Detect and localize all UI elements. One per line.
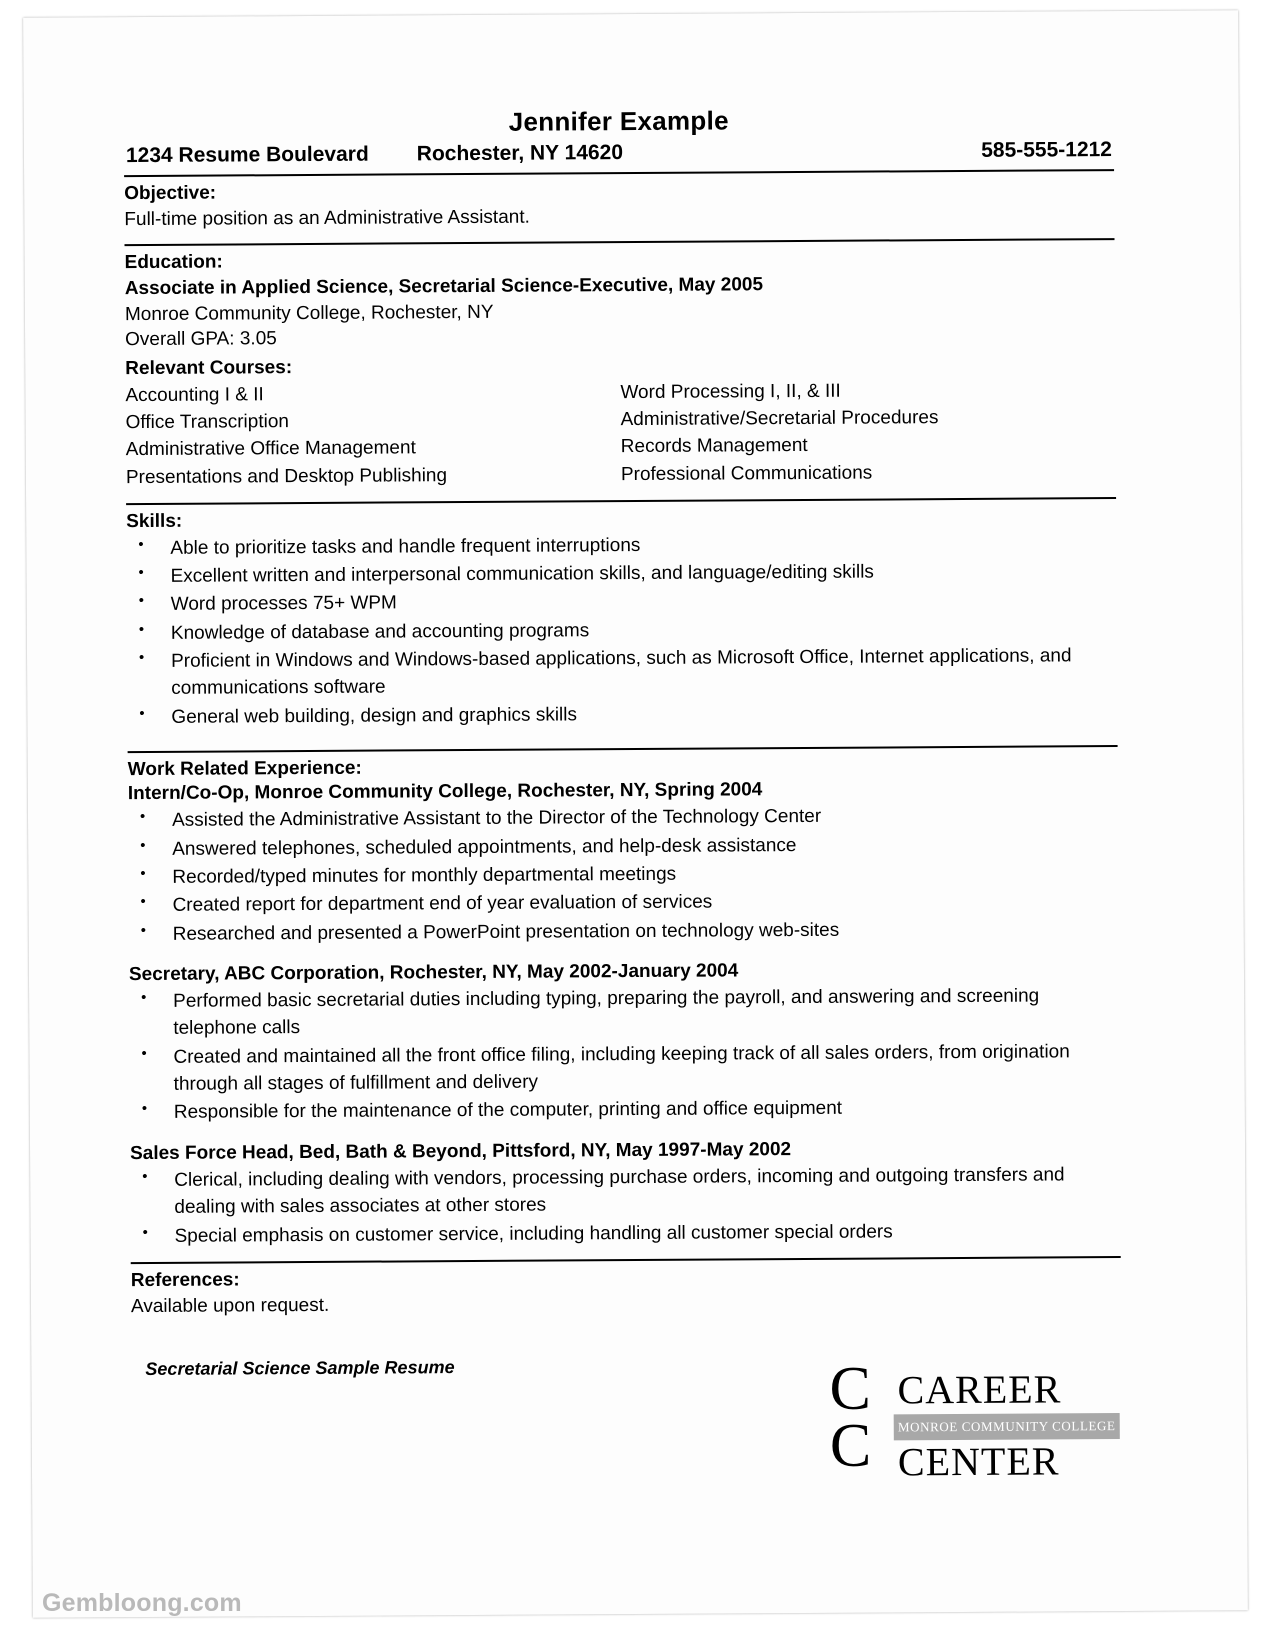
list-item: • Performed basic secretarial duties including typing, preparing the payroll, and answering and screening telephone calls	[129, 982, 1119, 1043]
list-item: • Researched and presented a PowerPoint presentation on technology web-sites	[129, 915, 1119, 948]
list-item: • Created report for department end of year evaluation of services	[128, 886, 1118, 919]
job-bullets	[130, 1161, 1120, 1250]
logo-line-center: CENTER	[897, 1438, 1060, 1485]
section-skills	[126, 505, 1117, 732]
course-item: Professional Communications	[620, 462, 873, 485]
logo-monogram: C C	[829, 1354, 872, 1480]
section-education	[125, 246, 1116, 490]
section-references	[131, 1264, 1121, 1319]
contact-phone: 585-555-1212	[981, 138, 1113, 162]
list-item: • Knowledge of database and accounting programs	[127, 614, 1117, 647]
list-item: • Assisted the Administrative Assistant to the Director of the Technology Center	[128, 801, 1118, 834]
course-item: Presentations and Desktop Publishing	[125, 464, 448, 488]
references-text: Available upon request.	[130, 1294, 330, 1317]
objective-heading: Objective:	[124, 182, 217, 205]
section-experience	[128, 753, 1121, 1250]
list-item: • Word processes 75+ WPM	[127, 585, 1117, 618]
education-heading: Education:	[124, 251, 223, 274]
course-item: Administrative/Secretarial Procedures	[620, 407, 939, 431]
courses-column-right	[620, 376, 1116, 488]
footer-note: Secretarial Science Sample Resume	[145, 1357, 455, 1380]
job-bullets	[128, 801, 1119, 948]
course-item: Accounting I & II	[125, 384, 264, 407]
education-degree: Associate in Applied Science, Secretarial Science-Executive, May 2005	[124, 274, 764, 300]
resume-content	[124, 103, 1123, 1529]
skills-list	[126, 529, 1117, 732]
list-item: • Created and maintained all the front office filing, including keeping track of all sales orders, from origination through all stages of fulfillment and delivery	[129, 1038, 1119, 1099]
list-item: • Recorded/typed minutes for monthly departmental meetings	[128, 858, 1118, 891]
courses-column-left	[125, 379, 621, 491]
watermark: Gembloong.com	[42, 1589, 242, 1617]
list-item: • Responsible for the maintenance of the computer, printing and office equipment	[130, 1093, 1120, 1126]
list-item: • Special emphasis on customer service, including handling all customer special orders	[130, 1217, 1120, 1250]
relevant-courses-heading: Relevant Courses:	[125, 357, 293, 380]
course-item: Administrative Office Management	[125, 437, 416, 461]
footer	[131, 1353, 1122, 1529]
career-center-logo	[821, 1354, 1122, 1509]
education-gpa: Overall GPA: 3.05	[125, 327, 277, 350]
skills-heading: Skills:	[126, 510, 183, 532]
section-objective	[124, 177, 1114, 232]
objective-text: Full-time position as an Administrative Assistant.	[124, 206, 530, 231]
logo-bar	[894, 1413, 1120, 1440]
page-title: Jennifer Example	[508, 105, 729, 137]
course-item: Office Transcription	[125, 411, 289, 434]
experience-heading: Work Related Experience:	[127, 757, 362, 781]
job-bullets	[129, 982, 1120, 1127]
job-title: Intern/Co-Op, Monroe Community College, Rochester, NY, Spring 2004	[127, 779, 763, 805]
job-title: Secretary, ABC Corporation, Rochester, NY, May 2002-January 2004	[128, 960, 739, 986]
contact-city-state-zip: Rochester, NY 14620	[416, 141, 624, 166]
list-item: • Proficient in Windows and Windows-based applications, such as Microsoft Office, Internet applications, and communications software	[127, 642, 1117, 703]
resume-page	[23, 10, 1248, 1617]
list-item: • Excellent written and interpersonal communication skills, and language/editing skills	[126, 557, 1116, 590]
course-item: Word Processing I, II, & III	[620, 380, 841, 404]
contact-address: 1234 Resume Boulevard	[125, 142, 369, 168]
logo-bar-text: MONROE COMMUNITY COLLEGE	[897, 1418, 1116, 1435]
education-school: Monroe Community College, Rochester, NY	[124, 301, 494, 325]
relevant-courses-list	[125, 376, 1116, 491]
job-title: Sales Force Head, Bed, Bath & Beyond, Pittsford, NY, May 1997-May 2002	[129, 1138, 792, 1164]
list-item: • Clerical, including dealing with vendors, processing purchase orders, incoming and outgoing transfers and dealing with sales associates at other stores	[130, 1161, 1120, 1222]
logo-line-career: CAREER	[897, 1366, 1062, 1413]
list-item: • General web building, design and graphics skills	[127, 698, 1117, 731]
list-item: • Able to prioritize tasks and handle frequent interruptions	[126, 529, 1116, 562]
course-item: Records Management	[620, 435, 808, 458]
references-heading: References:	[130, 1269, 240, 1291]
list-item: • Answered telephones, scheduled appointments, and help-desk assistance	[128, 830, 1118, 863]
